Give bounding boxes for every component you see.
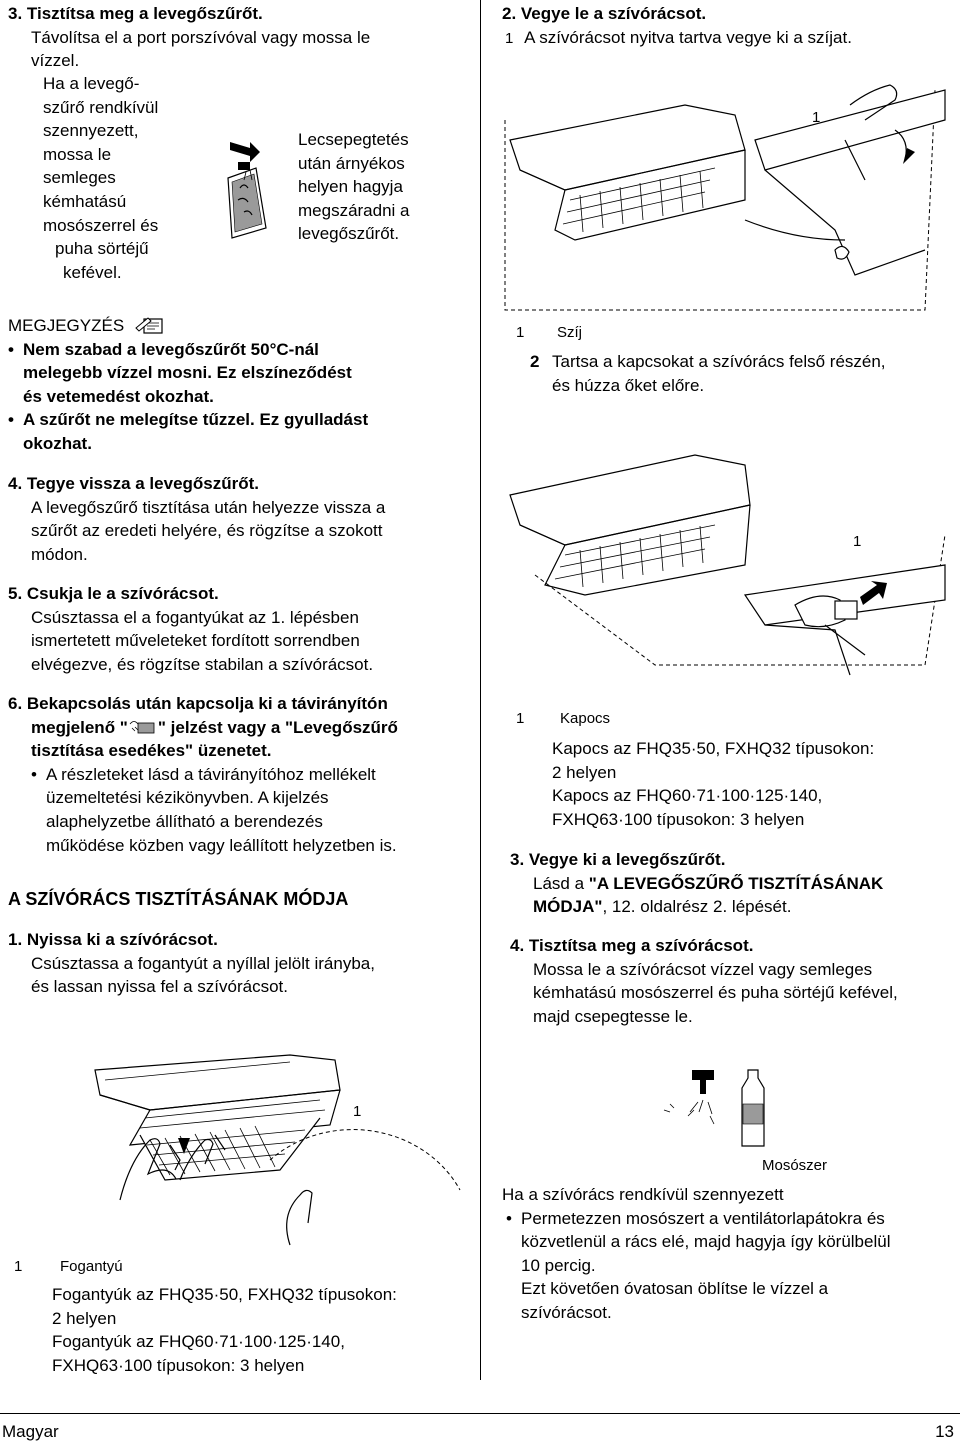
note-b2-l2: okozhat.: [23, 433, 92, 453]
detergent-label: Mosószer: [762, 1157, 828, 1174]
side-left-line: mosószerrel és: [43, 215, 159, 235]
right-step3-l1b: "A LEVEGŐSZŰRŐ TISZTÍTÁSÁNAK: [588, 873, 884, 893]
right-step3-title: 3. Vegye ki a levegőszűrőt.: [510, 850, 726, 869]
side-left-line: puha sörtéjű: [55, 239, 149, 259]
note-b1-l3: és vetemedést okozhat.: [23, 386, 214, 406]
right-figure2-label: 1: [853, 533, 862, 550]
right-step3-l2a: MÓDJA": [533, 897, 603, 917]
legend-desc-line: FXHQ63·100 típusokon: 3 helyen: [52, 1355, 305, 1375]
step6-title-2b: " jelzést vagy a "Levegőszűrő: [157, 717, 398, 737]
right-step3-l1a: Lásd a: [533, 873, 589, 893]
step6-title-3: tisztítása esedékes" üzenetet.: [31, 741, 272, 761]
side-right-line: helyen hagyja: [298, 177, 403, 197]
side-left-line: szennyezett,: [43, 121, 139, 141]
step6-title-2: [8, 716, 478, 740]
right-step2b-block: [530, 350, 955, 397]
side-right-line: után árnyékos: [298, 153, 405, 173]
right-step4-block: [510, 934, 960, 1028]
legend2-desc-line: 2 helyen: [552, 762, 617, 782]
step4-l3: módon.: [31, 544, 88, 564]
step6-b-l1: A részleteket lásd a távirányítóhoz mellékelt: [46, 764, 376, 784]
dirty-l3: 10 percig.: [521, 1255, 596, 1275]
step4-title: 4. Tegye vissza a levegőszűrőt.: [8, 474, 260, 493]
note-block: [8, 314, 478, 456]
step3-line2: vízzel.: [31, 51, 80, 71]
right-step3-l2b: , 12. oldalrész 2. lépését.: [602, 897, 792, 917]
washing-filter-illustration: [210, 138, 290, 248]
left-legend-text: Fogantyú: [60, 1258, 123, 1275]
bullet: •: [506, 1208, 512, 1228]
side-right-line: megszáradni a: [298, 200, 410, 220]
right-step4-l3: majd csepegtesse le.: [533, 1006, 693, 1026]
step4-l1: A levegőszűrő tisztítása után helyezze vissza a: [31, 497, 386, 517]
side-left-line: kémhatású: [43, 191, 127, 211]
bullet: •: [8, 410, 14, 430]
step1-title: 1. Nyissa ki a szívórácsot.: [8, 930, 218, 949]
section-heading: A SZÍVÓRÁCS TISZTÍTÁSÁNAK MÓDJA: [8, 889, 349, 909]
right-step2b-l2: és húzza őket előre.: [552, 375, 705, 395]
step6-title-2a: megjelenő ": [31, 717, 128, 737]
right-step2-subtext: A szívórácsot nyitva tartva vegye ki a szíjat.: [524, 27, 852, 47]
step6-b-l3: alaphelyzetbe állítható a berendezés: [46, 811, 323, 831]
step3-title: 3. Tisztítsa meg a levegőszűrőt.: [8, 4, 263, 23]
right-legend2-desc: [552, 737, 952, 831]
left-figure-label: 1: [353, 1103, 362, 1120]
note-pencil-icon: [136, 316, 166, 336]
legend2-desc-line: FXHQ63·100 típusokon: 3 helyen: [552, 809, 805, 829]
strap-removal-illustration: [505, 60, 955, 320]
dry-shade-note: [298, 128, 468, 246]
right-legend1-number: 1: [516, 324, 525, 341]
footer-language: Magyar: [2, 1422, 59, 1441]
footer-divider: [0, 1413, 960, 1414]
bullet: •: [31, 764, 37, 784]
step3-line1: Távolítsa el a port porszívóval vagy mossa le: [31, 27, 371, 47]
right-step4-title: 4. Tisztítsa meg a szívórácsot.: [510, 936, 754, 955]
open-grille-illustration: [90, 1050, 470, 1250]
step5-title: 5. Csukja le a szívórácsot.: [8, 584, 219, 603]
dirty-l2: közvetlenül a rács elé, majd hagyja így körülbelül: [521, 1232, 891, 1252]
right-step2b-l1: Tartsa a kapcsokat a szívórács felső részén,: [552, 352, 886, 371]
step5-l2: ismertetett műveleteket fordított sorrendben: [31, 631, 360, 651]
step5-l3: elvégezve, és rögzítse stabilan a szívórácsot.: [31, 654, 374, 674]
side-left-line: kefével.: [63, 262, 122, 282]
dirty-heading: Ha a szívórács rendkívül szennyezett: [502, 1185, 784, 1204]
step4-block: [8, 472, 478, 566]
step6-block: [8, 692, 478, 857]
side-left-line: szűrő rendkívül: [43, 97, 159, 117]
footer-page-number: 13: [935, 1422, 954, 1441]
right-legend2-text: Kapocs: [560, 710, 611, 727]
bullet: •: [8, 339, 14, 359]
left-legend-number: 1: [14, 1258, 23, 1275]
side-right-line: Lecsepegtetés: [298, 130, 409, 149]
step1-block: [8, 928, 478, 999]
clip-removal-illustration: [505, 415, 955, 685]
step5-block: [8, 582, 478, 676]
step6-b-l2: üzemeltetési kézikönyvben. A kijelzés: [46, 788, 329, 808]
faucet-detergent-illustration: [650, 1060, 800, 1155]
legend-desc-line: Fogantyúk az FHQ35·50, FXHQ32 típusokon:: [52, 1285, 397, 1304]
dirty-l1: Permetezzen mosószert a ventilátorlapátokra és: [521, 1208, 885, 1228]
right-step2-subnum: 1: [505, 29, 514, 47]
note-b1-l2: melegebb vízzel mosni. Ez elszíneződést: [23, 363, 352, 383]
right-step2b-number: 2: [530, 352, 540, 371]
filter-dirty-note: [43, 72, 203, 284]
note-heading: MEGJEGYZÉS: [8, 316, 125, 335]
right-step2-block: [502, 2, 957, 50]
legend2-desc-line: Kapocs az FHQ60·71·100·125·140,: [552, 786, 823, 806]
legend-desc-line: 2 helyen: [52, 1308, 117, 1328]
side-left-line: Ha a levegő-: [43, 74, 140, 93]
right-legend2-number: 1: [516, 710, 525, 727]
right-legend1-text: Szíj: [557, 324, 583, 341]
note-b2-l1: A szűrőt ne melegítse tűzzel. Ez gyulladást: [23, 410, 369, 430]
step6-b-l4: működése közben vagy leállított helyzetben is.: [46, 835, 397, 855]
dirty-grille-block: [502, 1183, 957, 1325]
step1-l1: Csúsztassa a fogantyút a nyíllal jelölt irányba,: [31, 953, 375, 973]
filter-sign-icon: [130, 718, 156, 736]
right-step4-l2: kémhatású mosószerrel és puha sörtéjű kefével,: [533, 983, 898, 1003]
right-step3-block: [510, 848, 960, 919]
right-step2-title: 2. Vegye le a szívórácsot.: [502, 4, 707, 23]
column-divider: [480, 0, 481, 1380]
step6-title-1: 6. Bekapcsolás után kapcsolja ki a távirányítón: [8, 694, 388, 713]
legend-desc-line: Fogantyúk az FHQ60·71·100·125·140,: [52, 1332, 345, 1352]
side-right-line: levegőszűrőt.: [298, 224, 400, 244]
left-column: [8, 2, 478, 73]
step5-l1: Csúsztassa el a fogantyúkat az 1. lépésben: [31, 607, 359, 627]
dirty-l4: Ezt követően óvatosan öblítse le vízzel a: [521, 1279, 829, 1299]
right-figure1-label: 1: [812, 109, 821, 126]
legend2-desc-line: Kapocs az FHQ35·50, FXHQ32 típusokon:: [552, 739, 875, 758]
right-step4-l1: Mossa le a szívórácsot vízzel vagy semleges: [533, 959, 873, 979]
side-left-line: mossa le: [43, 144, 112, 164]
step1-l2: és lassan nyissa fel a szívórácsot.: [31, 977, 289, 997]
side-left-line: semleges: [43, 168, 116, 188]
dirty-l5: szívórácsot.: [521, 1302, 612, 1322]
step4-l2: szűrőt az eredeti helyére, és rögzítse a szokott: [31, 521, 383, 541]
note-b1-l1: Nem szabad a levegőszűrőt 50°C-nál: [23, 339, 319, 359]
left-legend-desc: [52, 1283, 472, 1377]
